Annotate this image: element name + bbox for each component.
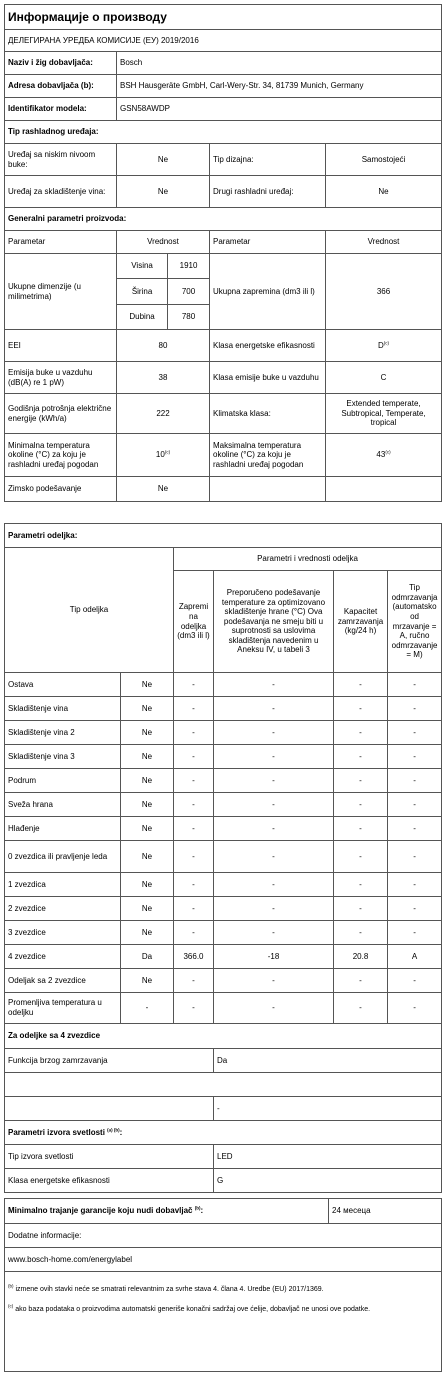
compartment-name: 4 zvezdice: [5, 945, 121, 969]
total-volume-label: Ukupna zapremina (dm3 ili l): [210, 254, 326, 330]
min-temp-note: (c): [164, 449, 171, 455]
compartment-volume: -: [174, 721, 214, 745]
supplier-address: BSH Hausgeräte GmbH, Carl-Wery-Str. 34, 81739 Munich, Germany: [117, 75, 442, 98]
winter-setting-label: Zimsko podešavanje: [5, 477, 117, 502]
dimensions-cell: [117, 254, 210, 330]
light-class-value: G: [214, 1169, 442, 1193]
col-param-header-2: Parametar: [210, 231, 326, 254]
guarantee-label: [5, 1199, 329, 1224]
compartment-capacity: -: [334, 745, 388, 769]
noise-class-label: Klasa emisije buke u vazduhu: [210, 362, 326, 394]
compartment-volume: -: [174, 745, 214, 769]
min-temp-cell: [117, 434, 210, 477]
empty-cell: [210, 477, 326, 502]
table-row: [5, 841, 442, 873]
compartment-capacity: 20.8: [334, 945, 388, 969]
compartment-capacity: -: [334, 793, 388, 817]
table-row: [5, 793, 442, 817]
noise-label: Emisija buke u vazduhu (dB(A) re 1 pW): [5, 362, 117, 394]
low-noise-value: Ne: [117, 144, 210, 176]
compartment-defrost: -: [388, 745, 442, 769]
compartment-capacity: -: [334, 817, 388, 841]
compartment-present: Ne: [121, 793, 174, 817]
climate-class-label: Klimatska klasa:: [210, 394, 326, 434]
compartment-defrost: -: [388, 697, 442, 721]
depth-value: 780: [181, 312, 196, 322]
compartment-name: 2 zvezdice: [5, 897, 121, 921]
table-row: [5, 873, 442, 897]
compartment-present: Ne: [121, 841, 174, 873]
climate-class-value: Extended temperate, Subtropical, Temperate, tropical: [326, 394, 442, 434]
compartment-name: 0 zvezdica ili pravljenje leda: [5, 841, 121, 873]
dimensions-label: Ukupne dimenzije (u milimetrima): [5, 254, 117, 330]
col-param-header: Parametar: [5, 231, 117, 254]
col-value-header: Vrednost: [117, 231, 210, 254]
fast-freeze-label: Funkcija brzog zamrzavanja: [5, 1049, 214, 1073]
compartment-temperature: -: [214, 697, 334, 721]
other-appliance-value: Ne: [326, 176, 442, 208]
footnotes-cell: [5, 1272, 442, 1372]
energy-class-cell: [326, 330, 442, 362]
table-row: [5, 969, 442, 993]
compartment-present: Ne: [121, 897, 174, 921]
eei-value: 80: [117, 330, 210, 362]
light-source-heading: [5, 1121, 442, 1145]
compartment-temperature: -: [214, 993, 334, 1024]
table-row: [5, 721, 442, 745]
compartment-capacity: -: [334, 721, 388, 745]
col-volume-header: Zapremina odeljka (dm3 ili l): [174, 571, 214, 673]
compartment-name: Promenljiva temperatura u odeljku: [5, 993, 121, 1024]
table-row: [5, 697, 442, 721]
dimensions-subtable: [117, 254, 209, 329]
supplier-address-label: Adresa dobavljača (b):: [5, 75, 117, 98]
compartment-name: Skladištenje vina: [5, 697, 121, 721]
general-info-table: [4, 4, 442, 502]
compartment-temperature: -: [214, 673, 334, 697]
compartment-defrost: -: [388, 993, 442, 1024]
compartment-defrost: -: [388, 793, 442, 817]
compartment-name: Skladištenje vina 3: [5, 745, 121, 769]
compartment-present: Ne: [121, 745, 174, 769]
supplier-name-label: Naziv i žig dobavljača:: [5, 52, 117, 75]
four-star-extra-value: -: [214, 1097, 442, 1121]
compartment-temperature: -: [214, 817, 334, 841]
low-noise-label: Uređaj sa niskim nivoom buke:: [5, 144, 117, 176]
consumption-label: Godišnja potrošnja električne energije (kWh/a): [5, 394, 117, 434]
design-type-label: Tip dizajna:: [210, 144, 326, 176]
compartment-temperature: -: [214, 793, 334, 817]
guarantee-label-note: (b): [194, 1205, 201, 1211]
design-type-value: Samostojeći: [326, 144, 442, 176]
footnote-b-mark: (b): [8, 1283, 14, 1289]
compartment-defrost: -: [388, 721, 442, 745]
compartment-capacity: -: [334, 841, 388, 873]
compartment-present: Ne: [121, 921, 174, 945]
compartment-temperature: -: [214, 873, 334, 897]
energy-class-value: D: [377, 340, 384, 350]
energy-class-note: (c): [383, 340, 390, 346]
table-row: [5, 769, 442, 793]
compartment-volume: -: [174, 921, 214, 945]
footnote-b-text: izmene ovih stavki neće se smatrati relevantnim za svrhe stava 4. člana 4. Uredbe (EU) 2017/1369.: [15, 1286, 324, 1293]
max-temp-value: 43: [376, 450, 386, 460]
compartment-capacity: -: [334, 673, 388, 697]
compartment-defrost: -: [388, 897, 442, 921]
light-heading-note: (a) (b): [107, 1127, 120, 1133]
other-appliance-label: Drugi rashladni uređaj:: [210, 176, 326, 208]
compartment-temperature: -: [214, 897, 334, 921]
general-params-heading: Generalni parametri proizvoda:: [5, 208, 442, 231]
noise-value: 38: [117, 362, 210, 394]
table-row: [5, 921, 442, 945]
compartment-temperature: -: [214, 841, 334, 873]
depth-label: Dubina: [117, 304, 168, 329]
compartment-name: Odeljak sa 2 zvezdice: [5, 969, 121, 993]
compartment-volume: -: [174, 793, 214, 817]
compartment-capacity: -: [334, 697, 388, 721]
width-label: Širina: [117, 279, 168, 305]
footnote-c-mark: (c): [8, 1304, 14, 1310]
compartment-capacity: -: [334, 969, 388, 993]
compartment-present: Da: [121, 945, 174, 969]
compartment-temperature: -18: [214, 945, 334, 969]
compartment-volume: -: [174, 841, 214, 873]
page-title: Информације о производу: [5, 5, 442, 30]
compartment-volume: -: [174, 873, 214, 897]
winter-setting-value: Ne: [117, 477, 210, 502]
max-temp-cell: [326, 434, 442, 477]
min-temp-value: 10: [155, 450, 165, 460]
compartment-defrost: -: [388, 841, 442, 873]
guarantee-table: [4, 1198, 442, 1372]
col-capacity-header: Kapacitet zamrzavanja (kg/24 h): [334, 571, 388, 673]
compartment-name: Hlađenje: [5, 817, 121, 841]
compartment-defrost: -: [388, 921, 442, 945]
compartment-type-header: Tip odeljka: [5, 548, 174, 673]
total-volume-value: 366: [326, 254, 442, 330]
compartments-heading: Parametri odeljka:: [5, 524, 442, 548]
compartment-defrost: -: [388, 969, 442, 993]
compartment-defrost: -: [388, 873, 442, 897]
compartment-present: Ne: [121, 769, 174, 793]
compartment-rows: [5, 673, 442, 1024]
compartment-temperature: -: [214, 745, 334, 769]
compartment-volume: -: [174, 897, 214, 921]
consumption-value: 222: [117, 394, 210, 434]
light-class-label: Klasa energetske efikasnosti: [5, 1169, 214, 1193]
wine-storage-value: Ne: [117, 176, 210, 208]
compartment-params-header: Parametri i vrednosti odeljka: [174, 548, 442, 571]
compartment-temperature: -: [214, 921, 334, 945]
compartment-defrost: -: [388, 673, 442, 697]
table-row: [5, 945, 442, 969]
table-row: [5, 745, 442, 769]
footnote-c: [8, 1306, 438, 1314]
max-temp-label: Maksimalna temperatura okoline (°C) za koju je rashladni uređaj pogodan: [210, 434, 326, 477]
compartment-name: 3 zvezdice: [5, 921, 121, 945]
model-id: GSN58AWDP: [117, 98, 442, 121]
wine-storage-label: Uređaj za skladištenje vina:: [5, 176, 117, 208]
compartment-volume: -: [174, 769, 214, 793]
compartment-present: Ne: [121, 673, 174, 697]
footnote-c-text: ako baza podataka o proizvodima automatski generiše konačni sadržaj ove ćelije, dobavljač ne unosi ove podatke.: [15, 1306, 371, 1314]
appliance-type-heading: Tip rashladnog uređaja:: [5, 121, 442, 144]
compartment-temperature: -: [214, 721, 334, 745]
height-label: Visina: [117, 254, 168, 279]
compartment-name: Skladištenje vina 2: [5, 721, 121, 745]
compartment-volume: -: [174, 673, 214, 697]
compartment-present: Ne: [121, 721, 174, 745]
compartment-present: -: [121, 993, 174, 1024]
col-defrost-header: Tip odmrzavanja (automatsko od mrzavanje = A, ručno odmrzavanje = M): [388, 571, 442, 673]
col-value-header-2: Vrednost: [326, 231, 442, 254]
compartment-name: Sveža hrana: [5, 793, 121, 817]
guarantee-label-text: Minimalno trajanje garancije koju nudi dobavljač: [8, 1206, 193, 1216]
eei-label: EEI: [5, 330, 117, 362]
empty-cell: [5, 1097, 214, 1121]
energy-label-url: www.bosch-home.com/energylabel: [5, 1248, 442, 1272]
table-row: [5, 673, 442, 697]
compartment-capacity: -: [334, 921, 388, 945]
guarantee-label-colon: :: [200, 1206, 204, 1216]
fast-freeze-value: Da: [214, 1049, 442, 1073]
compartment-present: Ne: [121, 697, 174, 721]
compartment-name: Podrum: [5, 769, 121, 793]
light-heading-text: Parametri izvora svetlosti: [8, 1127, 105, 1137]
compartment-volume: -: [174, 969, 214, 993]
noise-class-value: C: [326, 362, 442, 394]
model-label: Identifikator modela:: [5, 98, 117, 121]
table-row: [5, 817, 442, 841]
table-row: [5, 993, 442, 1024]
compartment-name: Ostava: [5, 673, 121, 697]
compartment-capacity: -: [334, 897, 388, 921]
regulation-text: ДЕЛЕГИРАНА УРЕДБА КОМИСИЈЕ (ЕУ) 2019/2016: [5, 30, 442, 52]
compartment-defrost: A: [388, 945, 442, 969]
additional-info-label: Dodatne informacije:: [5, 1224, 442, 1248]
compartment-capacity: -: [334, 993, 388, 1024]
compartment-present: Ne: [121, 969, 174, 993]
compartment-capacity: -: [334, 873, 388, 897]
energy-class-label: Klasa energetske efikasnosti: [210, 330, 326, 362]
compartment-name: 1 zvezdica: [5, 873, 121, 897]
compartment-volume: -: [174, 817, 214, 841]
compartment-temperature: -: [214, 769, 334, 793]
height-value: 1910: [168, 254, 209, 279]
footnote-b: [8, 1283, 438, 1294]
compartment-present: Ne: [121, 873, 174, 897]
table-row: [5, 897, 442, 921]
width-value: 700: [168, 279, 209, 305]
empty-cell: [326, 477, 442, 502]
compartments-table: [4, 523, 442, 1193]
compartment-volume: 366.0: [174, 945, 214, 969]
col-temperature-header: Preporučeno podešavanje temperature za optimizovano skladištenje hrane (°C) Ova podešavanja ne smeju biti u suprotnosti sa uslovima skladištenja navedenim u Aneksu IV, u tabeli 3: [214, 571, 334, 673]
empty-row: [5, 1073, 442, 1097]
max-temp-note: (c): [385, 449, 391, 455]
compartment-volume: -: [174, 697, 214, 721]
compartment-defrost: -: [388, 817, 442, 841]
light-type-value: LED: [214, 1145, 442, 1169]
guarantee-value: 24 месеца: [329, 1199, 442, 1224]
compartment-volume: -: [174, 993, 214, 1024]
light-heading-colon: :: [119, 1127, 123, 1137]
compartment-present: Ne: [121, 817, 174, 841]
compartment-capacity: -: [334, 769, 388, 793]
supplier-name: Bosch: [117, 52, 442, 75]
compartment-temperature: -: [214, 969, 334, 993]
min-temp-label: Minimalna temperatura okoline (°C) za koju je rashladni uređaj pogodan: [5, 434, 117, 477]
compartment-defrost: -: [388, 769, 442, 793]
light-type-label: Tip izvora svetlosti: [5, 1145, 214, 1169]
four-star-heading: Za odeljke sa 4 zvezdice: [5, 1024, 442, 1049]
